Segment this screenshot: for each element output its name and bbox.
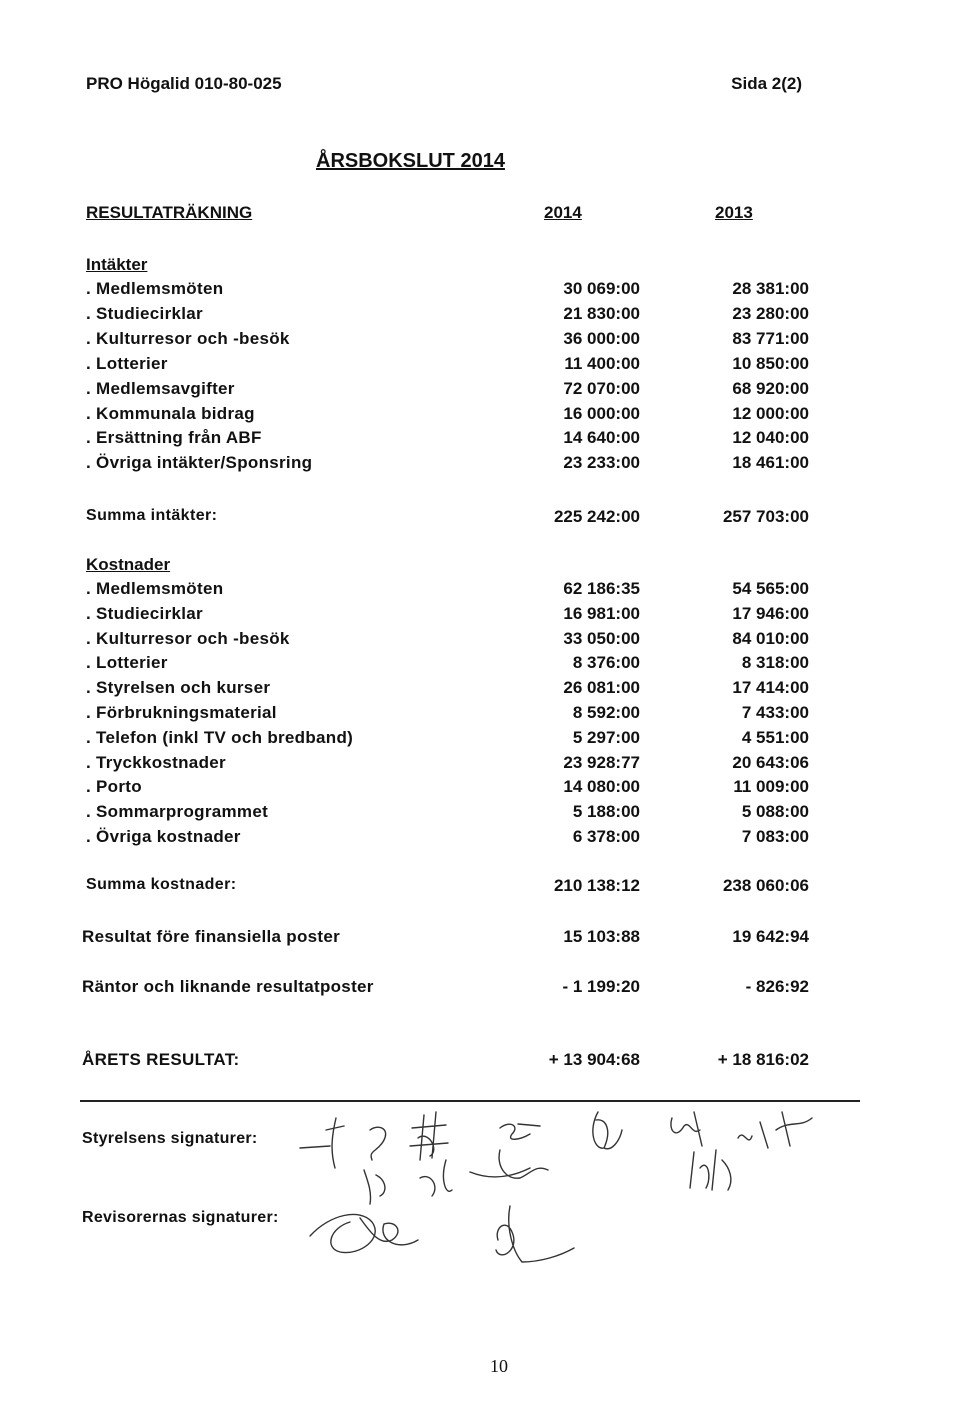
cost-row-label: . Medlemsmöten [86, 579, 224, 598]
income-row-value-2013: 18 461:00 [732, 453, 809, 473]
income-row-label: . Medlemsavgifter [86, 378, 235, 398]
income-row-value-2013: 12 040:00 [732, 428, 809, 448]
income-total-label: Summa intäkter: [86, 507, 218, 524]
cost-row-label: . Studiecirklar [86, 603, 203, 623]
cost-row-value-2014: 23 928:77 [563, 752, 640, 772]
page-number: 10 [490, 1356, 508, 1376]
cost-row-label: . Lotterier [86, 653, 168, 673]
board-signatures-label: Styrelsens signaturer: [82, 1130, 258, 1147]
cost-row-label: . Telefon (inkl TV och bredband) [86, 727, 354, 747]
cost-row-value-2014: 5 188:00 [572, 802, 640, 822]
income-row-value-2013: 10 850:00 [732, 353, 809, 373]
cost-row-value-2013: 54 565:00 [732, 579, 809, 598]
income-row-label: . Medlemsmöten [86, 279, 224, 298]
interest-2014: - 1 199:20 [562, 977, 640, 996]
income-total-2013: 257 703:00 [722, 507, 809, 526]
income-row-value-2013: 68 920:00 [732, 378, 809, 398]
cost-row-value-2013: 8 318:00 [741, 653, 809, 673]
cost-row-value-2013: 84 010:00 [732, 628, 809, 648]
cost-row-label: . Styrelsen och kurser [86, 678, 271, 698]
organization-header: PRO Högalid 010-80-025 [86, 74, 282, 93]
cost-row-value-2014: 8 376:00 [572, 653, 640, 673]
cost-row-value-2014: 16 981:00 [563, 603, 640, 623]
cost-row-value-2013: 7 433:00 [741, 703, 809, 722]
interest-2013: - 826:92 [745, 977, 809, 996]
costs-heading: Kostnader [86, 555, 171, 574]
income-row-value-2014: 72 070:00 [563, 378, 640, 398]
statement-heading: RESULTATRÄKNING [86, 203, 253, 222]
year-result-label: ÅRETS RESULTAT: [82, 1050, 240, 1069]
cost-row-value-2014: 14 080:00 [563, 777, 640, 797]
column-heading-2013: 2013 [715, 203, 753, 222]
income-row-value-2014: 21 830:00 [563, 303, 640, 323]
page-indicator: Sida 2(2) [731, 74, 802, 93]
income-row-value-2013: 83 771:00 [732, 328, 809, 348]
cost-row-value-2013: 17 414:00 [732, 678, 809, 698]
cost-row-label: . Övriga kostnader [86, 827, 241, 846]
cost-row-value-2013: 11 009:00 [733, 777, 809, 797]
cost-row-label: . Porto [86, 777, 142, 797]
result-before-financial-label: Resultat före finansiella poster [82, 927, 341, 946]
result-before-financial-2013: 19 642:94 [732, 927, 809, 946]
income-row-label: . Övriga intäkter/Sponsring [86, 453, 313, 473]
cost-row-value-2013: 17 946:00 [732, 603, 809, 623]
year-result-2013: + 18 816:02 [717, 1050, 809, 1069]
income-row-value-2014: 30 069:00 [563, 279, 640, 298]
cost-row-label: . Tryckkostnader [86, 752, 226, 772]
income-total-2014: 225 242:00 [553, 507, 640, 526]
cost-row-value-2014: 33 050:00 [563, 628, 640, 648]
income-row-value-2014: 23 233:00 [563, 453, 640, 473]
income-row-value-2013: 12 000:00 [732, 403, 809, 423]
cost-row-value-2014: 5 297:00 [572, 727, 640, 747]
income-row-label: . Kommunala bidrag [86, 403, 255, 423]
income-row-value-2014: 36 000:00 [563, 328, 640, 348]
interest-label: Räntor och liknande resultatposter [82, 977, 374, 996]
cost-row-value-2013: 5 088:00 [741, 802, 809, 822]
cost-row-value-2014: 62 186:35 [563, 579, 640, 598]
income-row-label: . Ersättning från ABF [86, 428, 262, 448]
income-row-value-2013: 23 280:00 [732, 303, 809, 323]
cost-row-value-2013: 4 551:00 [741, 727, 809, 747]
cost-row-label: . Sommarprogrammet [86, 802, 269, 822]
auditor-signatures-label: Revisorernas signaturer: [82, 1209, 279, 1226]
cost-row-value-2014: 8 592:00 [572, 703, 640, 722]
costs-total-2014: 210 138:12 [553, 876, 640, 895]
income-row-label: . Lotterier [86, 353, 168, 373]
income-row-value-2013: 28 381:00 [732, 279, 809, 298]
document-title: ÅRSBOKSLUT 2014 [316, 150, 505, 172]
costs-total-label: Summa kostnader: [86, 876, 237, 893]
costs-total-2013: 238 060:06 [722, 876, 809, 895]
cost-row-value-2014: 6 378:00 [572, 827, 640, 846]
year-result-2014: + 13 904:68 [548, 1050, 640, 1069]
column-heading-2014: 2014 [544, 203, 582, 222]
income-row-value-2014: 14 640:00 [563, 428, 640, 448]
income-heading: Intäkter [86, 255, 148, 274]
cost-row-label: . Kulturresor och -besök [86, 628, 290, 648]
cost-row-value-2013: 7 083:00 [741, 827, 809, 846]
income-row-value-2014: 16 000:00 [563, 403, 640, 423]
cost-row-value-2014: 26 081:00 [563, 678, 640, 698]
cost-row-label: . Förbrukningsmaterial [86, 703, 277, 722]
result-before-financial-2014: 15 103:88 [563, 927, 640, 946]
income-row-label: . Studiecirklar [86, 303, 203, 323]
income-row-value-2014: 11 400:00 [564, 353, 640, 373]
income-row-label: . Kulturresor och -besök [86, 328, 290, 348]
cost-row-value-2013: 20 643:06 [732, 752, 809, 772]
